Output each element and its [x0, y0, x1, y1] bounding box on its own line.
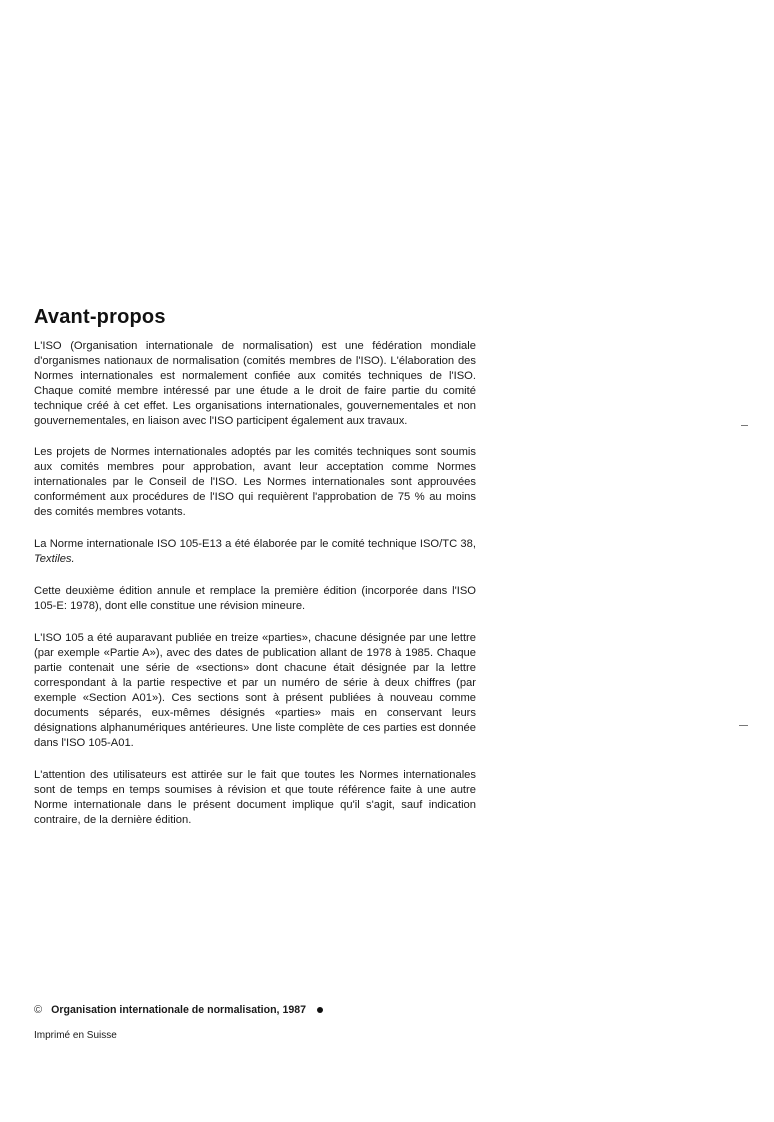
section-heading: Avant-propos — [34, 306, 166, 328]
scan-mark — [739, 725, 748, 726]
foreword-body — [34, 339, 476, 843]
paragraph-iso-description: L'ISO (Organisation internationale de normalisation) est une fédération mondiale d'organismes nationaux de normalisation (comités membres de l'ISO). L'élaboration des Normes internationales est normalement confiée aux comités techniques de l'ISO. Chaque comité membre intéressé par une étude a le droit de faire partie du comité technique créé à cet effet. Les organisations internationales, gouvernementales et non gouvernementales, en liaison avec l'ISO participent également aux travaux. — [34, 340, 476, 427]
paragraph-adoption — [34, 537, 476, 567]
paragraph-history: L'ISO 105 a été auparavant publiée en treize «parties», chacune désignée par une lettre (par exemple «Partie A»), avec des dates de publication allant de 1978 à 1985. Chaque partie contenait une série de «sections» dont chacune était désignée par la lettre correspondant à la partie respective et par un numéro de série à deux chiffres (par exemple «Section A01»). Ces sections sont à présent publiées à nouveau comme documents séparés, eux-mêmes désignés «parties» mais en conservant leurs désignations alphanumériques antérieures. Une liste complète de ces parties est donnée dans l'ISO 105-A01. — [34, 632, 476, 749]
paragraph-second-edition: Cette deuxième édition annule et remplace la première édition (incorporée dans l'ISO 105-E: 1978), dont elle constitue une révision mineure. — [34, 585, 476, 612]
copyright-line — [34, 1004, 323, 1016]
bullet-icon — [317, 1007, 323, 1013]
paragraph-draft-standards: Les projets de Normes internationales adoptés par les comités techniques sont soumis aux comités membres pour approbation, avant leur acceptation comme Normes internationales par le Conseil de l'ISO. Les Normes internationales sont approuvées conformément aux procédures de l'ISO qui requièrent l'approbation de 75 % au moins des comités membres votants. — [34, 446, 476, 518]
paragraph-revision-notice: L'attention des utilisateurs est attirée sur le fait que toutes les Normes internationales sont de temps en temps soumises à révision et que toute référence faite à une autre Norme internationale dans le présent document implique qu'il s'agit, sauf indication contraire, de la dernière édition. — [34, 769, 476, 826]
copyright-text: Organisation internationale de normalisation, 1987 — [51, 1004, 307, 1016]
copyright-icon: © — [34, 1004, 43, 1016]
adoption-committee-title: Textiles. — [34, 553, 75, 565]
printed-in: Imprimé en Suisse — [34, 1030, 117, 1041]
scan-mark — [741, 425, 748, 426]
adoption-text: La Norme internationale ISO 105-E13 a été élaborée par le comité technique ISO/TC 38, — [34, 538, 476, 550]
